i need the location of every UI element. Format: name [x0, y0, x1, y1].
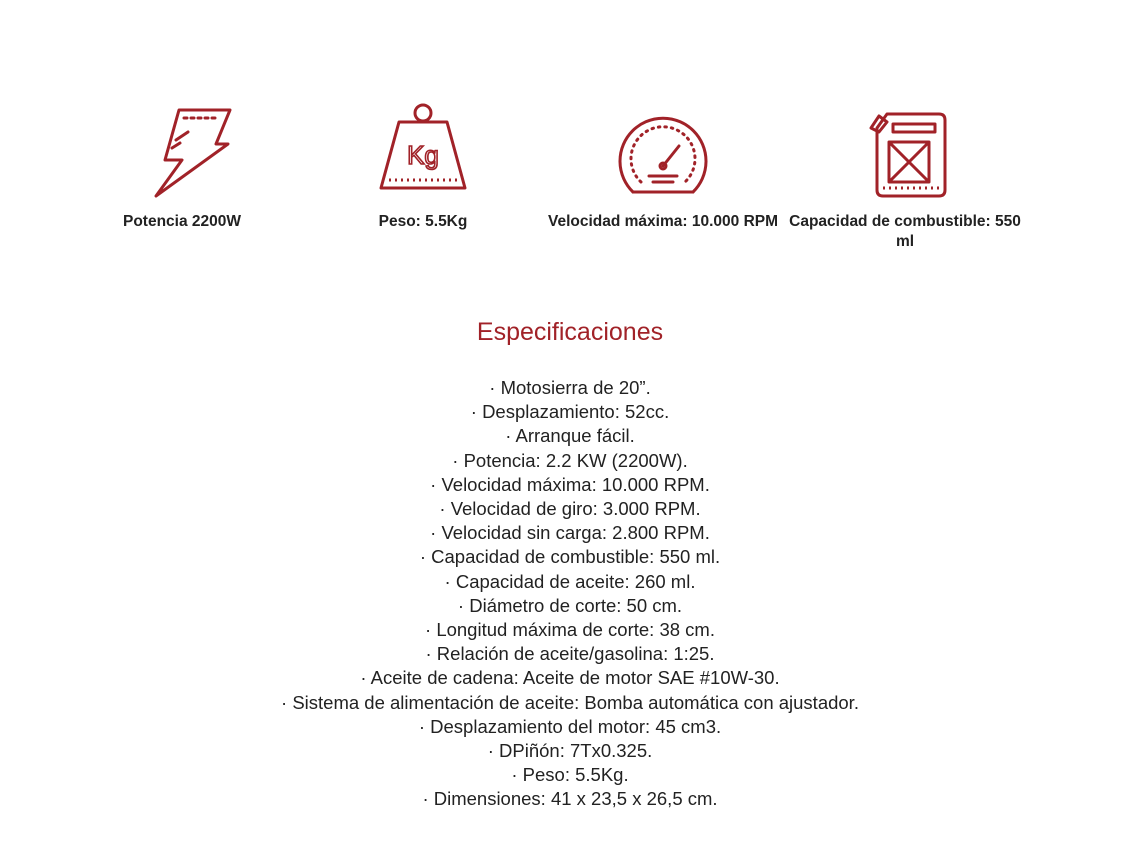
spec-item: · Velocidad máxima: 10.000 RPM.: [430, 473, 710, 495]
spec-item: · Desplazamiento del motor: 45 cm3.: [418, 715, 722, 737]
spec-item: · Motosierra de 20”.: [489, 377, 651, 398]
svg-text:Kg: Kg: [407, 140, 439, 170]
feature-weight: [298, 100, 548, 232]
specs-list: [0, 376, 1140, 812]
feature-label: Potencia 2200W: [122, 213, 242, 230]
spec-item: · Relación de aceite/gasolina: 1:25.: [425, 643, 715, 665]
spec-item: · Longitud máxima de corte: 38 cm.: [425, 619, 715, 641]
lightning-bolt-icon: [132, 100, 232, 204]
feature-label: Velocidad máxima: 10.000 RPM: [547, 213, 779, 230]
features-row: [0, 100, 1140, 270]
kg-weight-icon: [373, 100, 473, 204]
feature-fuel: [780, 100, 1030, 252]
spec-item: · Velocidad sin carga: 2.800 RPM.: [430, 522, 710, 544]
spec-item: · Capacidad de aceite: 260 ml.: [444, 570, 696, 592]
feature-speed: [538, 100, 788, 232]
fuel-canister-icon: [855, 100, 955, 204]
spec-item: · Capacidad de combustible: 550 ml.: [419, 546, 721, 568]
spec-item: · Diámetro de corte: 50 cm.: [457, 594, 683, 616]
spec-item: · Desplazamiento: 52cc.: [470, 401, 670, 423]
feature-power: [57, 100, 307, 232]
spec-item: · Velocidad de giro: 3.000 RPM.: [439, 498, 701, 520]
spec-item: · DPiñón: 7Tx0.325.: [487, 740, 653, 762]
speedometer-icon: [613, 100, 713, 204]
feature-label: Capacidad de combustible: 550 ml: [789, 213, 1021, 250]
specs-title: Especificaciones: [476, 318, 664, 346]
spec-item: · Peso: 5.5Kg.: [511, 764, 629, 786]
spec-item: · Dimensiones: 41 x 23,5 x 26,5 cm.: [422, 788, 718, 810]
spec-item: · Arranque fácil.: [505, 425, 635, 447]
spec-item: · Potencia: 2.2 KW (2200W).: [452, 449, 688, 471]
spec-item: · Aceite de cadena: Aceite de motor SAE #10W-30.: [360, 667, 780, 689]
feature-label: Peso: 5.5Kg: [378, 213, 468, 230]
spec-item: · Sistema de alimentación de aceite: Bomba automática con ajustador.: [281, 691, 859, 713]
